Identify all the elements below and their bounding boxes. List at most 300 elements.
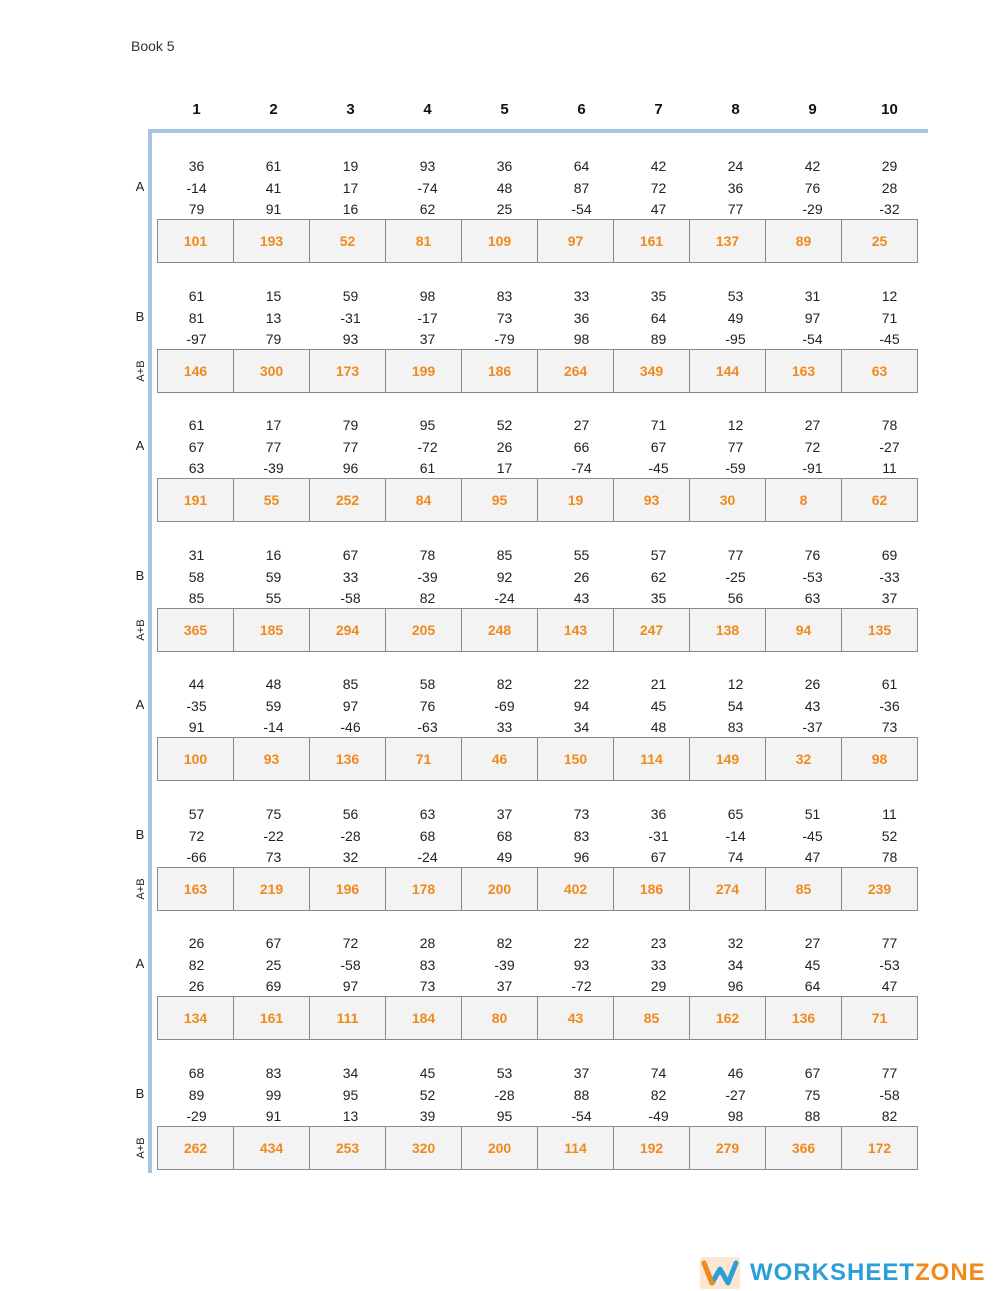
problem-number: 46: [727, 1065, 744, 1081]
problem-number: -33: [879, 568, 900, 585]
problem-number: -22: [263, 827, 284, 844]
problem-number: 71: [881, 309, 898, 326]
problem-number: 57: [650, 547, 667, 563]
problem-number: 12: [727, 417, 744, 433]
problem-number: -97: [186, 331, 207, 347]
problem-number: 22: [573, 676, 590, 692]
problem-number: 42: [804, 158, 821, 174]
problem-number: 41: [265, 179, 282, 196]
problem-number: 67: [188, 438, 205, 455]
problem-number: 59: [342, 288, 359, 304]
problem-number: 45: [419, 1065, 436, 1081]
answer-cell[interactable]: 349: [613, 349, 690, 393]
answer-cell[interactable]: 85: [613, 996, 690, 1040]
problem-number: -54: [571, 1108, 592, 1124]
problem-number: 64: [650, 309, 667, 326]
answer-cell[interactable]: 163: [157, 867, 234, 911]
answer-cell[interactable]: 55: [233, 478, 310, 522]
problem-number: 67: [650, 849, 667, 865]
problem-number: -17: [417, 309, 438, 326]
answer-cell[interactable]: 111: [309, 996, 386, 1040]
column-header: 1: [192, 101, 201, 118]
problem-number: 13: [265, 309, 282, 326]
problem-number: 17: [342, 179, 359, 196]
problem-number: -53: [802, 568, 823, 585]
sum-label: A+B: [135, 878, 147, 900]
problem-number: 56: [342, 806, 359, 822]
problem-number: 87: [573, 179, 590, 196]
problem-number: 11: [882, 460, 897, 476]
answer-cell[interactable]: 219: [233, 867, 310, 911]
problem-number: 91: [265, 201, 282, 217]
answer-cell[interactable]: 8: [765, 478, 842, 522]
answer-cell[interactable]: 94: [765, 608, 842, 652]
answer-cell[interactable]: 186: [613, 867, 690, 911]
answer-cell[interactable]: 191: [157, 478, 234, 522]
problem-number: 13: [342, 1108, 359, 1124]
problem-number: -37: [802, 719, 823, 735]
problem-number: 12: [881, 288, 898, 304]
problem-number: 98: [573, 331, 590, 347]
problem-number: 51: [804, 806, 821, 822]
problem-number: 82: [188, 956, 205, 973]
problem-number: 99: [265, 1086, 282, 1103]
problem-number: 72: [342, 935, 359, 951]
logo-text-zone: ZONE: [915, 1259, 986, 1286]
answer-cell[interactable]: 135: [841, 608, 918, 652]
problem-number: -54: [802, 331, 823, 347]
answer-cell[interactable]: 81: [385, 219, 462, 263]
problem-number: 31: [188, 547, 205, 563]
answer-cell[interactable]: 193: [233, 219, 310, 263]
problem-number: 92: [496, 568, 513, 585]
answer-cell[interactable]: 161: [613, 219, 690, 263]
answer-cell[interactable]: 114: [613, 737, 690, 781]
problem-number: 74: [650, 1065, 667, 1081]
problem-number: 82: [881, 1108, 898, 1124]
answer-row: [157, 737, 927, 781]
answer-cell[interactable]: 262: [157, 1126, 234, 1170]
problem-number: 37: [573, 1065, 590, 1081]
problem-number: 27: [573, 417, 590, 433]
problem-number: 36: [188, 158, 205, 174]
problem-number: 48: [496, 179, 513, 196]
problem-number: -31: [648, 827, 669, 844]
problem-number: 69: [881, 547, 898, 563]
problem-number: 83: [496, 288, 513, 304]
answer-cell[interactable]: 137: [689, 219, 766, 263]
book-title: Book 5: [131, 38, 175, 54]
answer-cell[interactable]: 100: [157, 737, 234, 781]
problem-number: 35: [650, 288, 667, 304]
problem-number: 83: [265, 1065, 282, 1081]
answer-cell[interactable]: 71: [385, 737, 462, 781]
answer-cell[interactable]: 85: [765, 867, 842, 911]
answer-cell[interactable]: 149: [689, 737, 766, 781]
answer-cell[interactable]: 185: [233, 608, 310, 652]
answer-cell[interactable]: 30: [689, 478, 766, 522]
problem-number: 61: [419, 460, 436, 476]
problem-number: 78: [881, 849, 898, 865]
problem-number: 45: [804, 956, 821, 973]
problem-number: 82: [496, 676, 513, 692]
problem-number: 31: [804, 288, 821, 304]
answer-cell[interactable]: 101: [157, 219, 234, 263]
problem-number: -53: [879, 956, 900, 973]
answer-cell[interactable]: 52: [309, 219, 386, 263]
problem-number: 67: [804, 1065, 821, 1081]
answer-cell[interactable]: 136: [309, 737, 386, 781]
problem-number: 49: [727, 309, 744, 326]
problem-number: 55: [265, 590, 282, 606]
column-header: 5: [500, 101, 509, 118]
problem-number: 82: [650, 1086, 667, 1103]
column-header: 8: [731, 101, 740, 118]
answer-cell[interactable]: 43: [537, 996, 614, 1040]
problem-number: 61: [188, 417, 205, 433]
problem-number: -27: [725, 1086, 746, 1103]
problem-number: 77: [727, 547, 744, 563]
answer-cell[interactable]: 163: [765, 349, 842, 393]
problem-number: 58: [188, 568, 205, 585]
column-header: 6: [577, 101, 586, 118]
problem-number: -14: [263, 719, 284, 735]
problem-number: 73: [881, 719, 898, 735]
problem-number: 65: [727, 806, 744, 822]
problem-number: -74: [571, 460, 592, 476]
answer-cell[interactable]: 89: [765, 219, 842, 263]
problem-number: 37: [496, 978, 513, 994]
answer-cell[interactable]: 196: [309, 867, 386, 911]
problem-number: 96: [573, 849, 590, 865]
answer-cell[interactable]: 114: [537, 1126, 614, 1170]
problem-number: 28: [881, 179, 898, 196]
column-header: 9: [808, 101, 817, 118]
problem-number: 26: [573, 568, 590, 585]
problem-number: 77: [342, 438, 359, 455]
problem-number: 12: [727, 676, 744, 692]
problem-number: 85: [496, 547, 513, 563]
answer-cell[interactable]: 252: [309, 478, 386, 522]
problem-number: 63: [419, 806, 436, 822]
answer-cell[interactable]: 162: [689, 996, 766, 1040]
problem-number: 63: [804, 590, 821, 606]
problem-number: 37: [419, 331, 436, 347]
answer-cell[interactable]: 300: [233, 349, 310, 393]
problem-number: -54: [571, 201, 592, 217]
problem-number: -74: [417, 179, 438, 196]
problem-number: 22: [573, 935, 590, 951]
answer-cell[interactable]: 143: [537, 608, 614, 652]
problem-number: 88: [573, 1086, 590, 1103]
answer-cell[interactable]: 274: [689, 867, 766, 911]
answer-cell[interactable]: 365: [157, 608, 234, 652]
problem-number: 59: [265, 697, 282, 714]
problem-number: -29: [802, 201, 823, 217]
problem-number: 74: [727, 849, 744, 865]
answer-cell[interactable]: 134: [157, 996, 234, 1040]
problem-number: 36: [496, 158, 513, 174]
problem-number: 55: [573, 547, 590, 563]
problem-number: 64: [804, 978, 821, 994]
answer-row: [157, 1126, 927, 1170]
problem-number: 97: [342, 697, 359, 714]
answer-cell[interactable]: 93: [233, 737, 310, 781]
problem-number: 77: [881, 935, 898, 951]
column-header: 10: [881, 101, 898, 118]
problem-number: 52: [881, 827, 898, 844]
problem-number: 96: [727, 978, 744, 994]
answer-cell[interactable]: 144: [689, 349, 766, 393]
answer-cell[interactable]: 25: [841, 219, 918, 263]
answer-cell[interactable]: 434: [233, 1126, 310, 1170]
answer-cell[interactable]: 63: [841, 349, 918, 393]
problem-number: 48: [650, 719, 667, 735]
worksheetzone-logo: [700, 1255, 986, 1291]
problem-number: 73: [573, 806, 590, 822]
problem-number: 19: [342, 158, 359, 174]
problem-number: 93: [342, 331, 359, 347]
answer-cell[interactable]: 178: [385, 867, 462, 911]
problem-number: 15: [265, 288, 282, 304]
problem-number: -45: [648, 460, 669, 476]
problem-number: -31: [340, 309, 361, 326]
problem-number: -32: [879, 201, 900, 217]
problem-number: 16: [342, 201, 359, 217]
problem-number: -25: [725, 568, 746, 585]
problem-number: 25: [496, 201, 513, 217]
problem-number: 83: [419, 956, 436, 973]
answer-cell[interactable]: 46: [461, 737, 538, 781]
problem-number: 75: [265, 806, 282, 822]
problem-number: 72: [804, 438, 821, 455]
problem-number: 52: [496, 417, 513, 433]
answer-cell[interactable]: 98: [841, 737, 918, 781]
answer-cell[interactable]: 93: [613, 478, 690, 522]
answer-cell[interactable]: 95: [461, 478, 538, 522]
block-label: B: [135, 827, 145, 842]
answer-cell[interactable]: 320: [385, 1126, 462, 1170]
answer-cell[interactable]: 247: [613, 608, 690, 652]
problem-number: 97: [804, 309, 821, 326]
problem-number: 48: [265, 676, 282, 692]
answer-cell[interactable]: 192: [613, 1126, 690, 1170]
answer-cell[interactable]: 97: [537, 219, 614, 263]
problem-number: 32: [342, 849, 359, 865]
problem-number: 47: [650, 201, 667, 217]
sum-label: A+B: [135, 360, 147, 382]
problem-number: 17: [496, 460, 513, 476]
answer-cell[interactable]: 172: [841, 1126, 918, 1170]
problem-number: 29: [650, 978, 667, 994]
problem-number: 34: [573, 719, 590, 735]
logo-text: [750, 1259, 986, 1287]
answer-cell[interactable]: 80: [461, 996, 538, 1040]
problem-number: 25: [265, 956, 282, 973]
top-rule: [148, 129, 928, 133]
problem-number: 82: [419, 590, 436, 606]
problem-number: -36: [879, 697, 900, 714]
problem-number: -66: [186, 849, 207, 865]
logo-w-icon: [700, 1257, 740, 1289]
problem-number: 34: [727, 956, 744, 973]
answer-cell[interactable]: 205: [385, 608, 462, 652]
problem-number: 33: [342, 568, 359, 585]
problem-number: 93: [419, 158, 436, 174]
answer-cell[interactable]: 366: [765, 1126, 842, 1170]
problem-number: 83: [727, 719, 744, 735]
problem-number: -39: [263, 460, 284, 476]
problem-number: 33: [496, 719, 513, 735]
problem-number: 68: [419, 827, 436, 844]
problem-number: 36: [650, 806, 667, 822]
problem-number: 11: [882, 806, 897, 822]
answer-cell[interactable]: 248: [461, 608, 538, 652]
problem-number: -69: [494, 697, 515, 714]
problem-number: -49: [648, 1108, 669, 1124]
answer-row: [157, 478, 927, 522]
problem-number: 47: [881, 978, 898, 994]
block-label: B: [135, 309, 145, 324]
problem-number: 83: [573, 827, 590, 844]
problem-number: 78: [419, 547, 436, 563]
problem-number: 73: [419, 978, 436, 994]
block-label: A: [135, 179, 145, 194]
problem-number: 98: [727, 1108, 744, 1124]
problem-number: 62: [419, 201, 436, 217]
problem-number: 33: [573, 288, 590, 304]
block-label: A: [135, 697, 145, 712]
block-label: B: [135, 1086, 145, 1101]
problem-number: 45: [650, 697, 667, 714]
answer-cell[interactable]: 199: [385, 349, 462, 393]
problem-number: 77: [265, 438, 282, 455]
problem-number: 26: [496, 438, 513, 455]
problem-number: 44: [188, 676, 205, 692]
answer-cell[interactable]: 84: [385, 478, 462, 522]
problem-number: 36: [573, 309, 590, 326]
problem-number: 82: [496, 935, 513, 951]
problem-number: 75: [804, 1086, 821, 1103]
problem-number: 67: [650, 438, 667, 455]
sum-label: A+B: [135, 1137, 147, 1159]
problem-number: 69: [265, 978, 282, 994]
answer-cell[interactable]: 62: [841, 478, 918, 522]
problem-number: -14: [725, 827, 746, 844]
problem-number: 63: [188, 460, 205, 476]
block-label: A: [135, 956, 145, 971]
problem-number: -28: [340, 827, 361, 844]
problem-number: -59: [725, 460, 746, 476]
answer-cell[interactable]: 186: [461, 349, 538, 393]
answer-cell[interactable]: 264: [537, 349, 614, 393]
sum-label: A+B: [135, 619, 147, 641]
answer-cell[interactable]: 239: [841, 867, 918, 911]
problem-number: -39: [494, 956, 515, 973]
answer-cell[interactable]: 146: [157, 349, 234, 393]
problem-number: 71: [650, 417, 667, 433]
block-label: B: [135, 568, 145, 583]
problem-number: 76: [804, 179, 821, 196]
problem-number: 85: [342, 676, 359, 692]
answer-cell[interactable]: 32: [765, 737, 842, 781]
answer-cell[interactable]: 200: [461, 867, 538, 911]
problem-number: 43: [804, 697, 821, 714]
answer-cell[interactable]: 109: [461, 219, 538, 263]
problem-number: 28: [419, 935, 436, 951]
answer-row: [157, 867, 927, 911]
problem-number: 43: [573, 590, 590, 606]
problem-number: 58: [419, 676, 436, 692]
problem-number: 64: [573, 158, 590, 174]
answer-cell[interactable]: 136: [765, 996, 842, 1040]
answer-row: [157, 219, 927, 263]
answer-cell[interactable]: 19: [537, 478, 614, 522]
problem-number: 29: [881, 158, 898, 174]
problem-number: -58: [340, 956, 361, 973]
problem-number: 77: [727, 201, 744, 217]
problem-number: 24: [727, 158, 744, 174]
problem-number: 91: [188, 719, 205, 735]
answer-row: [157, 349, 927, 393]
problem-number: 61: [881, 676, 898, 692]
problem-number: -24: [494, 590, 515, 606]
answer-cell[interactable]: 200: [461, 1126, 538, 1170]
problem-number: 88: [804, 1108, 821, 1124]
problem-number: 62: [650, 568, 667, 585]
problem-number: 16: [265, 547, 282, 563]
answer-row: [157, 996, 927, 1040]
problem-number: 27: [804, 935, 821, 951]
problem-number: -39: [417, 568, 438, 585]
problem-number: -29: [186, 1108, 207, 1124]
problem-number: 67: [265, 935, 282, 951]
answer-cell[interactable]: 161: [233, 996, 310, 1040]
problem-number: -72: [417, 438, 438, 455]
problem-number: -58: [879, 1086, 900, 1103]
answer-cell[interactable]: 253: [309, 1126, 386, 1170]
problem-number: 76: [419, 697, 436, 714]
answer-cell[interactable]: 150: [537, 737, 614, 781]
problem-number: 93: [573, 956, 590, 973]
column-header: 2: [269, 101, 278, 118]
problem-number: 53: [496, 1065, 513, 1081]
problem-number: 89: [188, 1086, 205, 1103]
answer-cell[interactable]: 294: [309, 608, 386, 652]
problem-number: 36: [727, 179, 744, 196]
block-label: A: [135, 438, 145, 453]
problem-number: -45: [879, 331, 900, 347]
problem-number: 37: [881, 590, 898, 606]
answer-cell[interactable]: 173: [309, 349, 386, 393]
problem-number: 96: [342, 460, 359, 476]
answer-cell[interactable]: 138: [689, 608, 766, 652]
answer-cell[interactable]: 279: [689, 1126, 766, 1170]
problem-number: 67: [342, 547, 359, 563]
column-header: 4: [423, 101, 432, 118]
answer-cell[interactable]: 184: [385, 996, 462, 1040]
answer-cell[interactable]: 71: [841, 996, 918, 1040]
problem-number: 68: [496, 827, 513, 844]
answer-cell[interactable]: 402: [537, 867, 614, 911]
problem-number: 39: [419, 1108, 436, 1124]
problem-number: 49: [496, 849, 513, 865]
problem-number: 91: [265, 1108, 282, 1124]
problem-number: 79: [342, 417, 359, 433]
problem-number: 59: [265, 568, 282, 585]
left-rule: [148, 129, 152, 1173]
problem-number: 97: [342, 978, 359, 994]
